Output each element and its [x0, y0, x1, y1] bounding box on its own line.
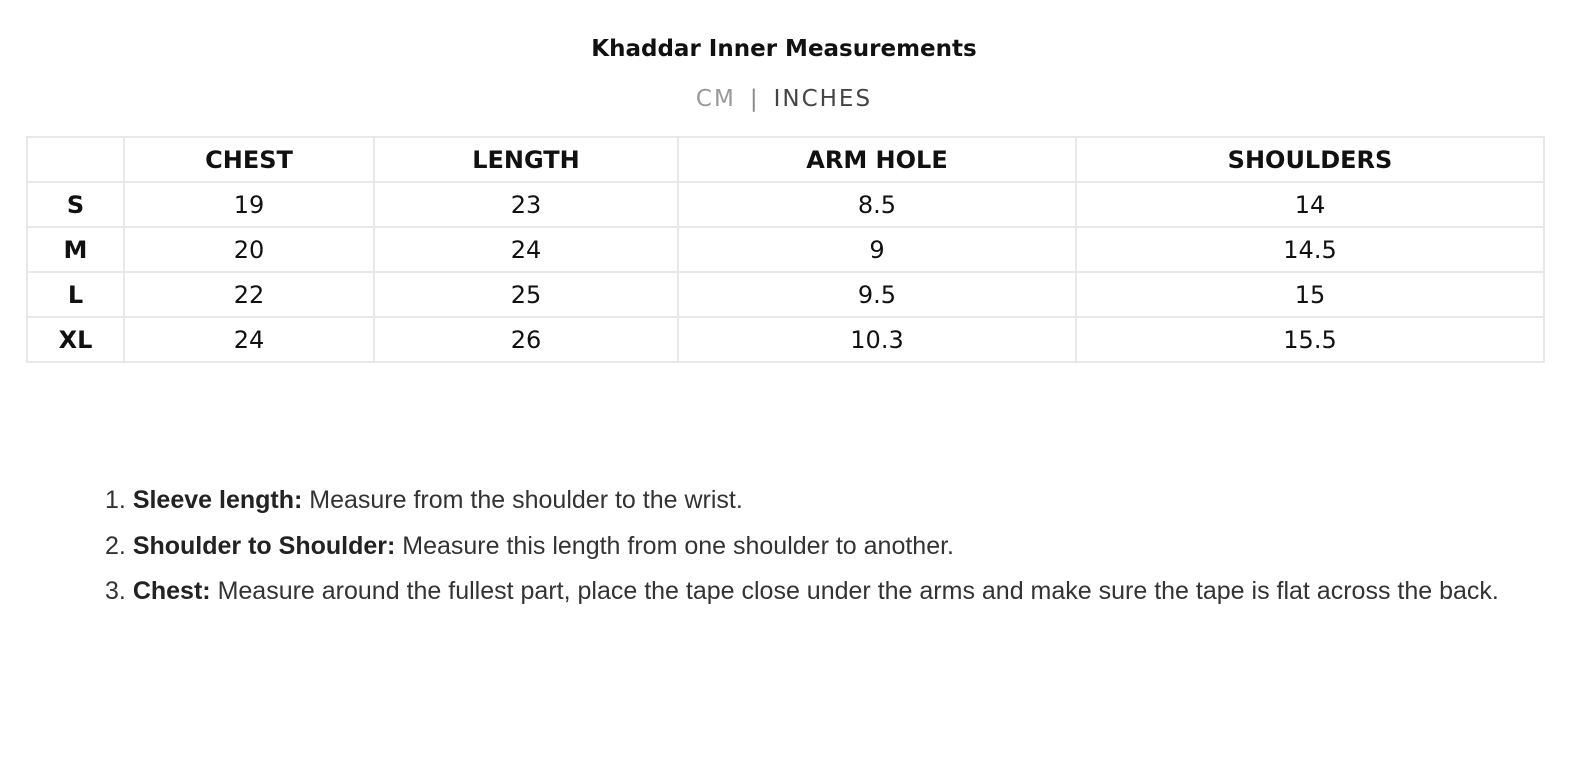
- item-label: Sleeve length:: [132, 486, 303, 514]
- item-number: 1.: [105, 486, 126, 514]
- header-shoulders: SHOULDERS: [1076, 137, 1544, 182]
- table-cell: 20: [124, 227, 374, 272]
- table-row: [27, 227, 1544, 272]
- size-label: L: [27, 272, 124, 317]
- header-size: [27, 137, 124, 182]
- table-cell: 10.3: [678, 317, 1076, 362]
- unit-cm-button[interactable]: CM: [695, 86, 736, 112]
- header-length: LENGTH: [374, 137, 678, 182]
- unit-inches-button[interactable]: INCHES: [773, 86, 873, 112]
- measurement-instructions: [105, 478, 1545, 615]
- unit-toggle: [0, 86, 1568, 112]
- table-cell: 23: [374, 182, 678, 227]
- table-row: [27, 317, 1544, 362]
- item-number: 2.: [105, 531, 126, 560]
- table-cell: 24: [374, 227, 678, 272]
- table-cell: 9: [678, 227, 1076, 272]
- size-label: XL: [27, 317, 124, 362]
- item-text: Measure this length from one shoulder to another.: [402, 531, 954, 560]
- instruction-item: [105, 569, 1545, 615]
- item-label: Shoulder to Shoulder:: [132, 531, 396, 560]
- table-cell: 8.5: [678, 182, 1076, 227]
- size-chart-table: [26, 136, 1545, 363]
- header-arm-hole: ARM HOLE: [678, 137, 1076, 182]
- unit-separator: |: [749, 86, 760, 112]
- table-cell: 22: [124, 272, 374, 317]
- table-cell: 14: [1076, 182, 1544, 227]
- table-cell: 26: [374, 317, 678, 362]
- item-number: 3.: [105, 577, 126, 605]
- table-header-row: [27, 137, 1544, 182]
- table-cell: 15: [1076, 272, 1544, 317]
- table-cell: 24: [124, 317, 374, 362]
- table-cell: 19: [124, 182, 374, 227]
- item-label: Chest:: [132, 577, 211, 605]
- table-row: [27, 182, 1544, 227]
- table-cell: 15.5: [1076, 317, 1544, 362]
- table-cell: 25: [374, 272, 678, 317]
- item-text: Measure from the shoulder to the wrist.: [309, 486, 743, 514]
- page-title: Khaddar Inner Measurements: [591, 36, 977, 62]
- instruction-item: [105, 478, 1545, 524]
- table-cell: 9.5: [678, 272, 1076, 317]
- table-row: [27, 272, 1544, 317]
- table-cell: 14.5: [1076, 227, 1544, 272]
- instruction-item: [105, 524, 1545, 570]
- header-chest: CHEST: [124, 137, 374, 182]
- size-label: M: [27, 227, 124, 272]
- size-label: S: [27, 182, 124, 227]
- item-text: Measure around the fullest part, place the tape close under the arms and make sure the tape is flat across the back.: [217, 577, 1499, 605]
